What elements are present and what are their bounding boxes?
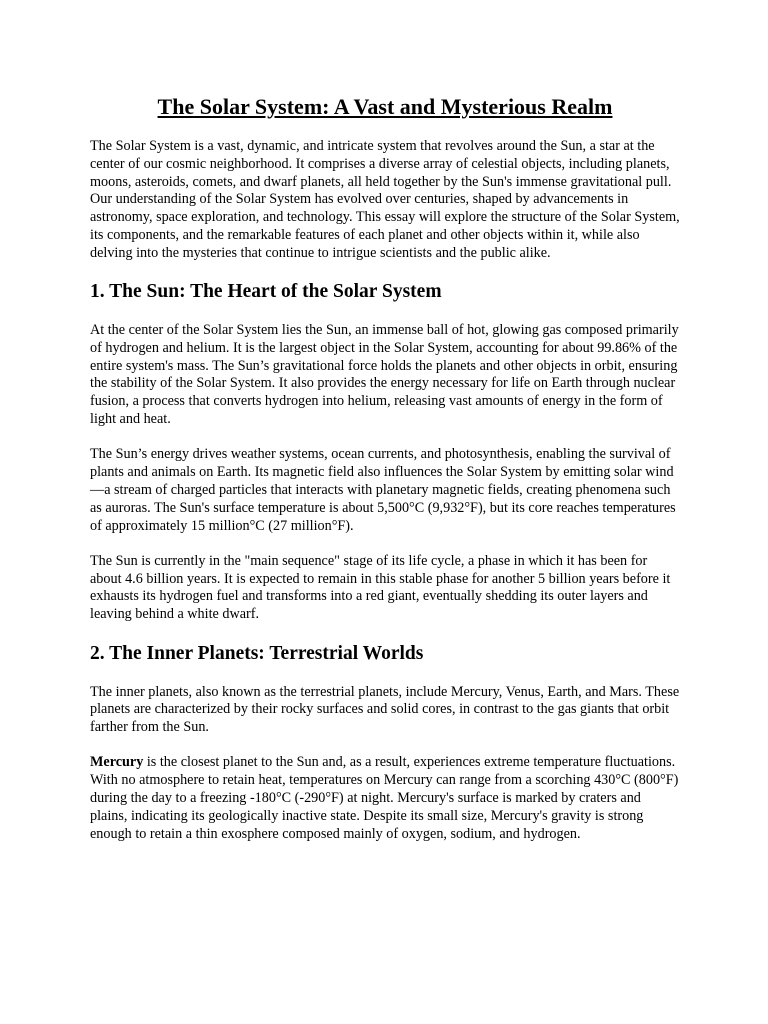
mercury-paragraph: [90, 754, 680, 843]
document-page: [90, 94, 680, 861]
section-heading-inner-planets: 2. The Inner Planets: Terrestrial Worlds: [90, 642, 424, 664]
section-heading-sun: 1. The Sun: The Heart of the Solar System: [90, 281, 442, 303]
sun-paragraph-1: At the center of the Solar System lies the Sun, an immense ball of hot, glowing gas composed primarily of hydrogen and helium. It is the largest object in the Solar System, accounting for about 99.86% of the entire system's mass. The Sun’s gravitational force holds the planets and other objects in orbit, ensuring the stability of the Solar System. It also provides the energy necessary for life on Earth through nuclear fusion, a process that converts hydrogen into helium, releasing vast amounts of energy in the form of light and heat.: [90, 322, 679, 428]
sun-paragraph-2: The Sun’s energy drives weather systems, ocean currents, and photosynthesis, enabling the survival of plants and animals on Earth. Its magnetic field also influences the Solar System by emitting solar wind—a stream of charged particles that interacts with planetary magnetic fields, creating phenomena such as auroras. The Sun's surface temperature is about 5,500°C (9,932°F), but its core reaches temperatures of approximately 15 million°C (27 million°F).: [90, 446, 676, 534]
document-title: The Solar System: A Vast and Mysterious Realm: [157, 94, 613, 119]
intro-paragraph: The Solar System is a vast, dynamic, and intricate system that revolves around the Sun, a star at the center of our cosmic neighborhood. It comprises a diverse array of celestial objects, including planets, moons, asteroids, comets, and dwarf planets, all held together by the Sun's immense gravitational pull. Our understanding of the Solar System has evolved over centuries, shaped by advancements in astronomy, space exploration, and technology. This essay will explore the structure of the Solar System, its components, and the remarkable features of each planet and other objects within it, while also delving into the mysteries that continue to intrigue scientists and the public alike.: [90, 138, 680, 261]
mercury-term: Mercury: [90, 754, 144, 771]
mercury-text: is the closest planet to the Sun and, as a result, experiences extreme temperature fluctuations. With no atmosphere to retain heat, temperatures on Mercury can range from a scorching 430°C (800°F) during the day to a freezing -180°C (-290°F) at night. Mercury's surface is marked by craters and plains, indicating its geologically inactive state. Despite its small size, Mercury's gravity is strong enough to retain a thin exosphere composed mainly of oxygen, sodium, and hydrogen.: [90, 754, 679, 842]
inner-planets-paragraph: The inner planets, also known as the terrestrial planets, include Mercury, Venus, Earth, and Mars. These planets are characterized by their rocky surfaces and solid cores, in contrast to the gas giants that orbit farther from the Sun.: [90, 683, 680, 736]
sun-paragraph-3: The Sun is currently in the "main sequence" stage of its life cycle, a phase in which it has been for about 4.6 billion years. It is expected to remain in this stable phase for another 5 billion years before it exhausts its hydrogen fuel and transforms into a red giant, eventually shedding its outer layers and leaving behind a white dwarf.: [90, 552, 671, 623]
